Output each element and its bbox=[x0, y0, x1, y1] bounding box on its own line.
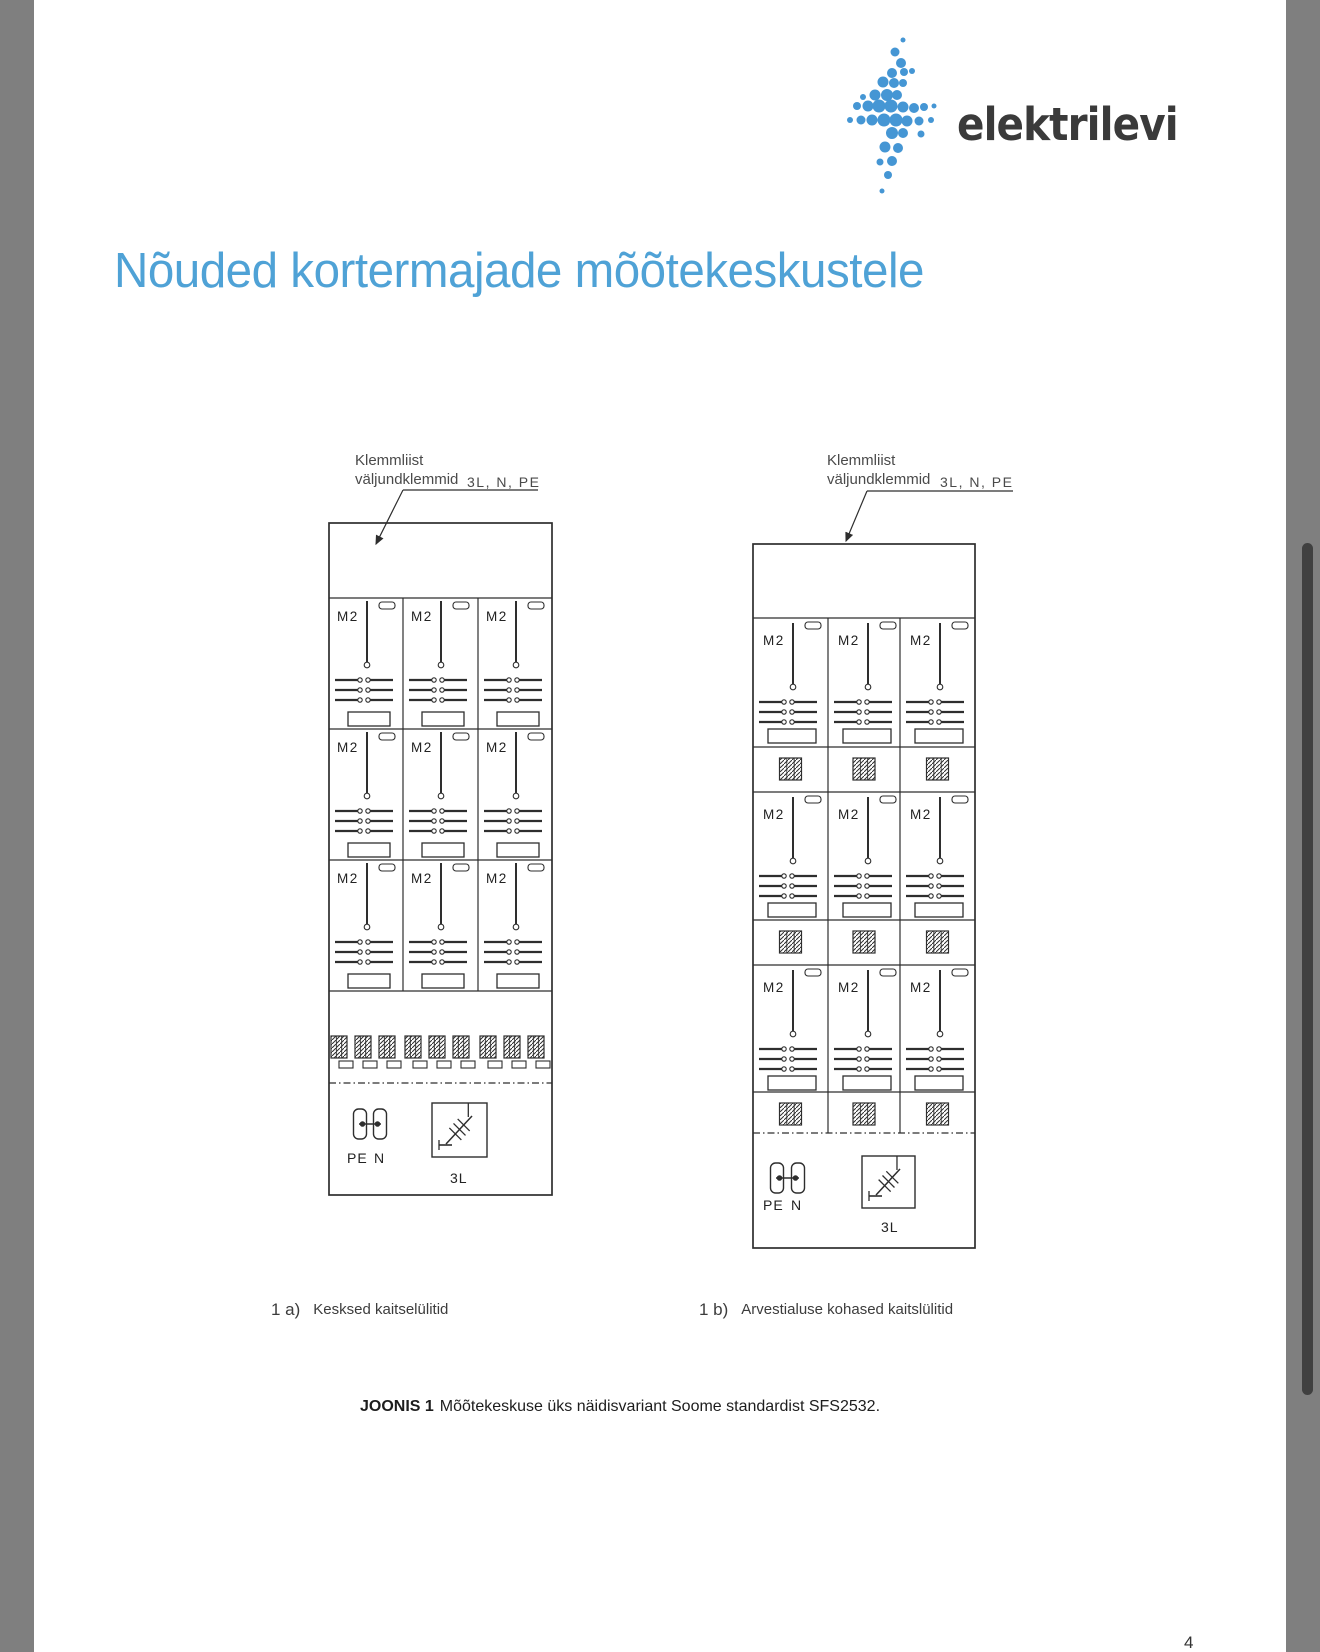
right-gutter bbox=[1286, 0, 1320, 1652]
meter-label: M2 bbox=[411, 609, 433, 624]
logo-wordmark: elektrilevi bbox=[957, 98, 1178, 151]
scrollbar-thumb[interactable] bbox=[1302, 543, 1313, 1395]
page-number: 4 bbox=[1184, 1633, 1194, 1652]
meter-label: M2 bbox=[838, 980, 860, 995]
meter-label: M2 bbox=[486, 871, 508, 886]
panel-b-terminals: 3L, N, PE bbox=[940, 474, 1014, 490]
meter-label: M2 bbox=[838, 807, 860, 822]
callout-line1: Klemmliist bbox=[827, 452, 896, 469]
panel-a-terminals: 3L, N, PE bbox=[467, 474, 541, 490]
meter-label: M2 bbox=[337, 740, 359, 755]
meter-label: M2 bbox=[763, 633, 785, 648]
panel-a-caption bbox=[271, 1300, 448, 1320]
panel-a bbox=[329, 523, 552, 1195]
logo-bolt-icon bbox=[840, 28, 955, 198]
pe-label: PE bbox=[347, 1150, 368, 1166]
panel-b-caption-text: Arvestialuse kohased kaitslülitid bbox=[741, 1301, 954, 1318]
meter-label: M2 bbox=[337, 609, 359, 624]
callout-line2: väljundklemmid bbox=[827, 471, 931, 488]
panel-a-caption-index: 1 a) bbox=[271, 1300, 301, 1319]
three-l-label: 3L bbox=[450, 1170, 468, 1186]
pe-label: PE bbox=[763, 1197, 784, 1213]
n-label: N bbox=[374, 1150, 386, 1166]
n-label: N bbox=[791, 1197, 803, 1213]
meter-label: M2 bbox=[486, 740, 508, 755]
meter-label: M2 bbox=[486, 609, 508, 624]
figure-caption-text: Mõõtekeskuse üks näidisvariant Soome standardist SFS2532. bbox=[439, 1398, 881, 1415]
panel-b bbox=[753, 544, 975, 1248]
panel-b-caption-index: 1 b) bbox=[699, 1300, 729, 1319]
three-l-label: 3L bbox=[881, 1219, 899, 1235]
panel-b-caption bbox=[699, 1300, 953, 1320]
meter-label: M2 bbox=[411, 871, 433, 886]
panel-a-caption-text: Kesksed kaitselülitid bbox=[313, 1301, 449, 1318]
meter-label: M2 bbox=[910, 980, 932, 995]
meter-label: M2 bbox=[763, 980, 785, 995]
figure-caption bbox=[0, 1398, 1240, 1416]
meter-label: M2 bbox=[838, 633, 860, 648]
meter-label: M2 bbox=[910, 633, 932, 648]
meter-label: M2 bbox=[337, 871, 359, 886]
meter-label: M2 bbox=[910, 807, 932, 822]
callout-leaders bbox=[376, 490, 1013, 544]
callout-line1: Klemmliist bbox=[355, 452, 424, 469]
callout-line2: väljundklemmid bbox=[355, 471, 459, 488]
page-title: Nõuded kortermajade mõõtekeskustele bbox=[114, 244, 924, 298]
left-gutter bbox=[0, 0, 34, 1652]
panel-b-callout bbox=[827, 451, 930, 489]
meter-label: M2 bbox=[763, 807, 785, 822]
meter-label: M2 bbox=[411, 740, 433, 755]
figure-caption-bold: JOONIS 1 bbox=[359, 1398, 434, 1415]
panel-a-callout bbox=[355, 451, 458, 489]
